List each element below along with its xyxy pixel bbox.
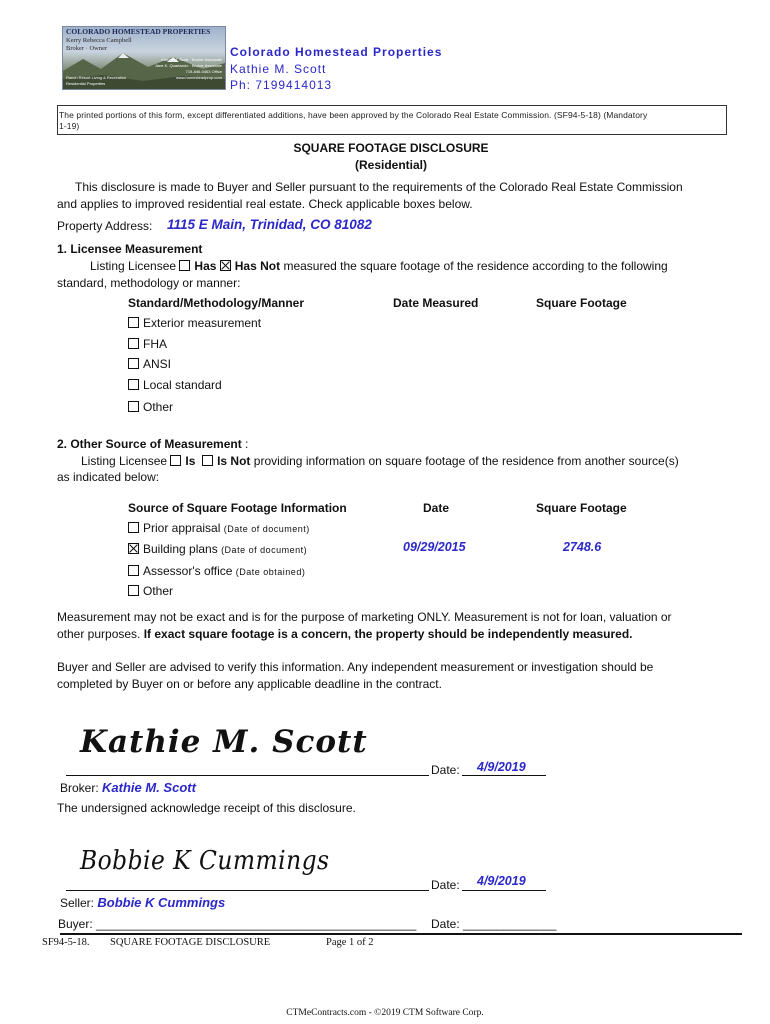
source-building-plans[interactable] bbox=[128, 542, 307, 556]
property-address-value[interactable]: 1115 E Main, Trinidad, CO 81082 bbox=[167, 217, 372, 232]
text: measured the square footage of the residence according to the following bbox=[283, 259, 668, 273]
option-exterior[interactable] bbox=[128, 316, 261, 330]
checkbox[interactable] bbox=[128, 379, 139, 390]
checkbox[interactable] bbox=[128, 585, 139, 596]
company-name: Colorado Homestead Properties bbox=[230, 45, 443, 59]
advice-text: completed by Buyer on or before any applicable deadline in the contract. bbox=[57, 677, 442, 691]
intro-text: and applies to improved residential real estate. Check applicable boxes below. bbox=[57, 197, 473, 211]
section1-heading: 1. Licensee Measurement bbox=[57, 242, 203, 256]
logo-text: www.homesteadprop.com bbox=[175, 75, 222, 80]
seller-date-label: Date: bbox=[431, 878, 460, 892]
col-header-standard: Standard/Methodology/Manner bbox=[128, 296, 305, 310]
has-label: Has bbox=[194, 259, 217, 273]
broker-label: Broker: bbox=[60, 781, 99, 795]
checkbox[interactable] bbox=[128, 358, 139, 369]
is-label: Is bbox=[185, 454, 196, 468]
checkbox[interactable] bbox=[128, 522, 139, 533]
option-label: Other bbox=[143, 400, 174, 414]
option-label: Building plans bbox=[143, 542, 218, 556]
footer-form-name: SQUARE FOOTAGE DISCLOSURE bbox=[110, 937, 271, 948]
seller-name[interactable]: Bobbie K Cummings bbox=[97, 895, 226, 910]
option-label: FHA bbox=[143, 337, 167, 351]
seller-label: Seller: bbox=[60, 896, 95, 910]
source-assessor[interactable] bbox=[128, 564, 305, 578]
option-label: Assessor's office bbox=[143, 564, 233, 578]
seller-signature: Bobbie K Cummings bbox=[80, 846, 330, 876]
source-other[interactable] bbox=[128, 584, 173, 598]
acknowledge-text: The undersigned acknowledge receipt of this disclosure. bbox=[57, 801, 356, 815]
option-label: Local standard bbox=[143, 378, 222, 392]
is-not-label: Is Not bbox=[217, 454, 251, 468]
agent-phone: Ph: 7199414013 bbox=[230, 78, 333, 92]
checkbox[interactable] bbox=[128, 401, 139, 412]
logo-text: Jane K. Quartarolo · Broker Associate bbox=[154, 63, 222, 68]
option-other[interactable] bbox=[128, 400, 173, 414]
has-not-checkbox[interactable] bbox=[220, 260, 231, 271]
checkbox[interactable] bbox=[128, 338, 139, 349]
col-header-square-footage: Square Footage bbox=[536, 296, 627, 310]
checkbox[interactable] bbox=[128, 543, 139, 554]
commission-notice bbox=[57, 105, 727, 135]
intro-text: This disclosure is made to Buyer and Seller pursuant to the requirements of the Colorado Real Estate Commission bbox=[75, 180, 683, 194]
heading-text: 2. Other Source of Measurement bbox=[57, 437, 242, 451]
has-not-label: Has Not bbox=[234, 259, 281, 273]
col-header-date-measured: Date Measured bbox=[393, 296, 479, 310]
section2-statement-cont: as indicated below: bbox=[57, 470, 160, 484]
label: Listing Licensee bbox=[90, 259, 177, 273]
advice-text: Buyer and Seller are advised to verify this information. Any independent measurement or investigation should be bbox=[57, 660, 654, 674]
col-header-source: Source of Square Footage Information bbox=[128, 501, 347, 515]
footer-rule bbox=[60, 933, 742, 935]
is-not-checkbox[interactable] bbox=[202, 455, 213, 466]
section1-statement-cont: standard, methodology or manner: bbox=[57, 276, 241, 290]
company-logo bbox=[62, 26, 226, 90]
label: Listing Licensee bbox=[81, 454, 168, 468]
form-subtitle: (Residential) bbox=[354, 158, 427, 172]
building-plans-date[interactable]: 09/29/2015 bbox=[403, 540, 466, 554]
source-prior-appraisal[interactable] bbox=[128, 521, 310, 535]
option-label: Other bbox=[143, 584, 174, 598]
logo-title: COLORADO HOMESTEAD PROPERTIES bbox=[66, 27, 211, 36]
buyer-signature-field[interactable]: Buyer: ________________________________________________ bbox=[58, 917, 417, 931]
checkbox[interactable] bbox=[128, 565, 139, 576]
option-note: (Date obtained) bbox=[235, 567, 306, 577]
option-label: Prior appraisal bbox=[143, 521, 221, 535]
section1-statement bbox=[90, 259, 668, 273]
building-plans-sqft[interactable]: 2748.6 bbox=[563, 540, 602, 554]
footer-page-number: Page 1 of 2 bbox=[326, 937, 374, 948]
section2-statement bbox=[81, 454, 679, 468]
heading-colon: : bbox=[241, 437, 249, 451]
has-checkbox[interactable] bbox=[179, 260, 190, 271]
option-fha[interactable] bbox=[128, 337, 167, 351]
agent-name: Kathie M. Scott bbox=[230, 62, 327, 76]
broker-name[interactable]: Kathie M. Scott bbox=[102, 780, 196, 795]
seller-signature-line bbox=[66, 890, 429, 891]
logo-broker-name: Kerry Rebecca Campbell bbox=[66, 37, 132, 44]
notice-line: 1-19) bbox=[59, 121, 80, 131]
seller-name-row bbox=[60, 895, 225, 910]
logo-text: Kathie M. Scott · Broker Associate bbox=[161, 57, 222, 62]
property-address-label: Property Address: bbox=[57, 219, 153, 233]
text: other purposes. bbox=[57, 627, 144, 641]
option-label: Exterior measurement bbox=[143, 316, 262, 330]
option-label: ANSI bbox=[143, 357, 172, 371]
notice-line: The printed portions of this form, except differentiated additions, have been approved by the Colorado Real Estate Commission. (SF94-5-18) (Mandatory bbox=[59, 110, 648, 120]
col-header-date: Date bbox=[423, 501, 450, 515]
logo-text: Ranch Resort Living & Recreation bbox=[66, 75, 127, 80]
disclaimer-text bbox=[57, 627, 633, 641]
text: providing information on square footage of the residence from another source(s) bbox=[253, 454, 679, 468]
buyer-date-field[interactable]: Date: ______________ bbox=[431, 917, 557, 931]
option-ansi[interactable] bbox=[128, 357, 171, 371]
broker-date-value[interactable]: 4/9/2019 bbox=[477, 760, 526, 774]
is-checkbox[interactable] bbox=[170, 455, 181, 466]
logo-text: 719-846-0463 Office bbox=[185, 69, 222, 74]
option-note: (Date of document) bbox=[221, 545, 308, 555]
checkbox[interactable] bbox=[128, 317, 139, 328]
option-local-standard[interactable] bbox=[128, 378, 222, 392]
broker-date-line bbox=[462, 775, 546, 776]
form-title: SQUARE FOOTAGE DISCLOSURE bbox=[293, 141, 489, 155]
seller-date-line bbox=[462, 890, 546, 891]
broker-date-label: Date: bbox=[431, 763, 460, 777]
section2-heading bbox=[57, 437, 248, 451]
broker-signature: Kathie M. Scott bbox=[80, 724, 368, 760]
broker-signature-line bbox=[66, 775, 429, 776]
option-note: (Date of document) bbox=[223, 524, 310, 534]
logo-text: Residential Properties bbox=[66, 81, 106, 86]
broker-name-row bbox=[60, 780, 196, 795]
bold-text: If exact square footage is a concern, the property should be independently measured. bbox=[143, 627, 633, 641]
footer-form-id: SF94-5-18. bbox=[42, 937, 90, 948]
disclaimer-text: Measurement may not be exact and is for the purpose of marketing ONLY. Measurement is not for loan, valuation or bbox=[57, 610, 672, 624]
footer-copyright: CTMeContracts.com - ©2019 CTM Software Corp. bbox=[286, 1008, 484, 1018]
seller-date-value[interactable]: 4/9/2019 bbox=[477, 874, 526, 888]
col-header-square-footage: Square Footage bbox=[536, 501, 627, 515]
logo-broker-role: Broker · Owner bbox=[66, 45, 108, 52]
